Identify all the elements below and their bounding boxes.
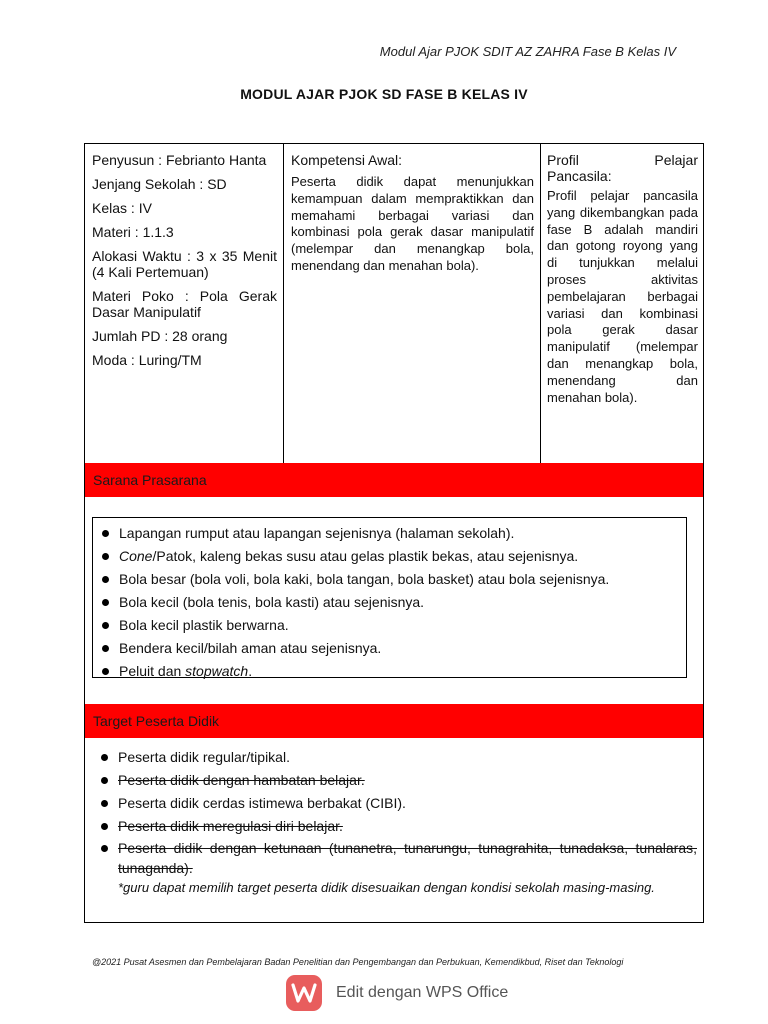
target-list xyxy=(92,746,697,878)
target-item-struck: Peserta didik dengan ketunaan (tunanetra, tunarungu, tunagrahita, tunadaksa, tunalaras, tunaganda). xyxy=(92,838,697,878)
target-section xyxy=(92,746,697,897)
sarana-list xyxy=(93,522,686,683)
target-item: Peserta didik cerdas istimewa berbakat (CIBI). xyxy=(92,792,697,815)
kompetensi-body: Peserta didik dapat menunjukkan kemampuan dalam mempraktikkan dan memahami berbagai variasi dan kombinasi pola gerak dasar manipulatif (melempar dan menangkap bola, menendang dan menahan bola). xyxy=(291,174,534,273)
sarana-item-suffix: . xyxy=(248,663,253,679)
sarana-item-italic: Cone xyxy=(119,548,153,564)
document-title: MODUL AJAR PJOK SD FASE B KELAS IV xyxy=(240,86,528,102)
wps-edit-badge[interactable] xyxy=(286,974,508,1012)
sarana-item-slash: / xyxy=(152,548,157,564)
profil-heading-word-2: Pelajar xyxy=(654,152,698,168)
target-item-struck: Peserta didik dengan hambatan belajar. xyxy=(92,769,697,792)
kompetensi-column xyxy=(284,144,541,463)
materi-line: Materi : 1.1.3 xyxy=(92,224,174,240)
identity-column xyxy=(85,144,284,463)
wps-edit-label[interactable]: Edit dengan WPS Office xyxy=(336,984,509,1001)
module-table xyxy=(84,143,704,923)
sarana-item: Bola kecil plastik berwarna. xyxy=(93,614,686,637)
sarana-item-text: Peluit dan xyxy=(119,663,186,679)
copyright-footer: @2021 Pusat Asesmen dan Pembelajaran Badan Penelitian dan Pengembangan dan Perbukuan, Kemendikbud, Riset dan Teknologi xyxy=(92,957,624,967)
profil-body: Profil pelajar pancasila yang dikembangkan pada fase B adalah mandiri dan gotong royong yang di tunjukkan melalui proses aktivitas pembelajaran berbagai variasi dan kombinasi pola gerak dasar manipulatif (melempar dan menangkap bola, menendang dan menahan bola). xyxy=(547,188,698,405)
materi-poko-line: Materi Poko : Pola Gerak Dasar Manipulatif xyxy=(92,288,277,320)
wps-logo-icon xyxy=(286,975,322,1011)
moda-line: Moda : Luring/TM xyxy=(92,352,202,368)
jenjang-line: Jenjang Sekolah : SD xyxy=(92,176,227,192)
kelas-line: Kelas : IV xyxy=(92,200,152,216)
target-heading-band: Target Peserta Didik xyxy=(85,704,703,738)
sarana-item: Bendera kecil/bilah aman atau sejenisnya. xyxy=(93,637,686,660)
running-header: Modul Ajar PJOK SDIT AZ ZAHRA Fase B Kelas IV xyxy=(379,44,676,59)
target-item: Peserta didik regular/tipikal. xyxy=(92,746,697,769)
jumlah-pd-line: Jumlah PD : 28 orang xyxy=(92,328,228,344)
sarana-heading-band: Sarana Prasarana xyxy=(85,463,703,497)
sarana-item xyxy=(93,660,686,683)
penyusun-line: Penyusun : Febrianto Hanta xyxy=(92,152,267,168)
sarana-item: Bola kecil (bola tenis, bola kasti) atau sejenisnya. xyxy=(93,591,686,614)
profil-column xyxy=(541,144,703,463)
sarana-item: Bola besar (bola voli, bola kaki, bola tangan, bola basket) atau bola sejenisnya. xyxy=(93,568,686,591)
profil-heading-word-1: Profil xyxy=(547,152,579,168)
profil-heading-word-3: Pancasila: xyxy=(547,168,612,184)
sarana-item-text: Patok, kaleng bekas susu atau gelas plastik bekas, atau sejenisnya. xyxy=(156,548,579,564)
alokasi-line: Alokasi Waktu : 3 x 35 Menit (4 Kali Pertemuan) xyxy=(92,248,277,280)
sarana-item-italic: stopwatch xyxy=(185,663,249,679)
sarana-list-box xyxy=(92,517,687,678)
sarana-item: Lapangan rumput atau lapangan sejenisnya (halaman sekolah). xyxy=(93,522,686,545)
target-note: *guru dapat memilih target peserta didik disesuaikan dengan kondisi sekolah masing-masing. xyxy=(118,880,655,895)
wps-w-icon xyxy=(291,982,317,1004)
kompetensi-heading: Kompetensi Awal: xyxy=(291,152,403,168)
profil-heading-row xyxy=(547,152,698,168)
target-item-struck: Peserta didik meregulasi diri belajar. xyxy=(92,815,697,838)
sarana-item xyxy=(93,545,686,568)
